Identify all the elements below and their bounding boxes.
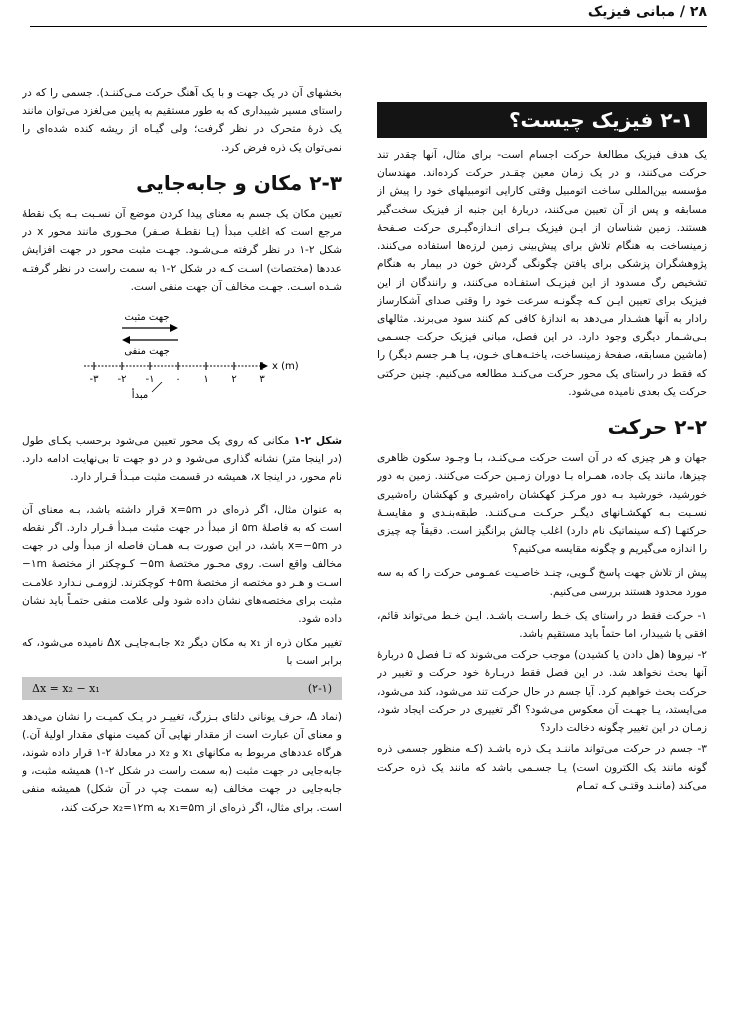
axis-tick-label: -۲ (117, 373, 127, 385)
paragraph-motion-2: پیش از تلاش جهت پاسخ گـویی، چنـد خاصـیت عمـومی حرکت را که به سه مورد محدود هستند بررسی می‌کنیم. (377, 567, 707, 598)
positive-arrow-head (170, 324, 178, 332)
section-title-position-displacement: ۲-۳ مکان و جابه‌جایی (136, 170, 342, 195)
paragraph-position-2: به عنوان مثال، اگر ذره‌ای در x=۵m قرار داشته باشد، بـه معنای آن است که به فاصلهٔ ۵m از مبدأ در جهت مثبت مبـدأ قـرار دارد. اگر نقطه در x=−۵m باشد، در این صورت بـه همـان فاصله از مبدأ ولی در جهت مخالف واقع است. روی محـور مختصهٔ ۵m− کـوچکتر از مختصهٔ ۱m− اسـت و هـر دو مختصه از مختصهٔ ۵m+ کوچکترند. لزومـی نـدارد علامـت مثبت برای مختصه‌های نشان داده شود ولی علامت منفی حتمـاً باید نشان داده شود. (22, 503, 342, 625)
header-separator: / (675, 4, 686, 20)
equation-number: (۲-۱) (307, 681, 332, 695)
list-item-3: ۳- جسم در حرکت می‌تواند ماننـد یـک ذره باشـد (کـه منظور جسمی ذره گونه مانند یک الکترون است) یـا جسـمی باشد که مانند یک ذره حرکت می‌کند (ماننـد وقتـی کـه تمـام (377, 743, 707, 792)
positive-direction-label: جهت مثبت (124, 311, 170, 323)
header-rule (30, 26, 707, 27)
x-axis-arrow-head (260, 362, 268, 370)
axis-tick-label: ۲ (231, 373, 237, 385)
paragraph-intro: بخشهای آن در یک جهت و با یک آهنگ حرکت مـی‌کننـد). جسمی را که در راستای مسیر شیبداری که به طور مستقیم به پایین می‌لغزد می‌توان مانند یک ذرهٔ متحرک در نظر گرفت؛ ولی گیـاه از ریشه کنده شده‌ای را نمی‌توان یک ذره فرض کرد. (22, 87, 342, 154)
page-header (588, 4, 707, 20)
paragraph-displacement: تغییر مکان ذره از x₁ به مکان دیگر x₂ جابـه‌جایـی Δx نامیده می‌شود، که برابر است با (22, 637, 342, 668)
left-column (22, 84, 342, 1026)
section-title-what-is-physics: ۲-۱ فیزیک چیست؟ (377, 102, 707, 138)
book-title: مبانی فیزیک (587, 4, 676, 20)
figure-caption-text: مکانی که روی یک محور تعیین می‌شود برحسب یکـای طول (در اینجا متر) نشانه گذاری می‌شود و در دو جهت تا بی‌نهایت ادامه دارد. نام محور، در اینجا x، همیشه در قسمت مثبت مبـدأ قـرار دارد. (22, 434, 342, 484)
negative-direction-label: جهت منفی (124, 345, 170, 357)
paragraph-position-1: تعیین مکان یک جسم به معنای پیدا کردن موضع آن نسـبت بـه یک نقطهٔ مرجع است که اغلب مبدأ (یـا نقطـهٔ صـفر) محـوری مانند محور x در شکل ۲-۱ در نظر گرفته مـی‌شـود. جهـت مثبت محور در جهت افزایش عددها (مختصات) اسـت کـه در شکل ۲-۱ به سمت راست در نظر گرفتـه شـده اسـت. جهـت مخالف آن جهت منفی است. (22, 207, 342, 293)
list-item-2: ۲- نیروها (هل دادن یا کشیدن) موجب حرکت می‌شوند که تـا فصل ۵ دربارهٔ آنها بحث نخواهد شد. در این فصل فقط دربـارهٔ خود حرکت و تغییر در حرکت بحث خواهیم کرد. آیا جسم در حال حرکت تند می‌شود، کند می‌شود، می‌ایستد، یـا جهـت آن معکوس می‌شود؟ اگر تغییری در حرکت ایجاد شود، زمـان در این تغییر چگونه دخالت دارد؟ (377, 649, 707, 735)
equation-expression: Δx = x₂ − x₁ (32, 681, 100, 695)
paragraph-what-is-physics: یک هدف فیزیک مطالعهٔ حرکت اجسام است- برای مثال، آنها چقدر تند حرکت می‌کنند، و در یک زمان معین چقـدر حرکت کرده‌اند. مهندسان مؤسسه بین‌المللی ساخت اتومبیل وقتی کارایی اتومبیلهای خود را پیش از مسابقه و پس از آن تعیین می‌کنند، دربارهٔ این جنبه از فیزیک سخت‌گیر هستند. زمین شناسان از ایـن فیزیک بـرای انـدازه‌گیـری حرکت صـفحهٔ زمینساخت به هنگام تلاش برای پیش‌بینی زمین لرزه‌ها استفاده می‌کنند. پژوهشگران پزشکی برای یافتن چگونگی گردش خون در بیمار به هنگام تشخیص رگ مسدود از این فیزیـک استفـاده می‌کنند، و رانندگان از این فیزیک برای تعیین ایـن کـه چگونـه سرعت خود را وقتی صدای آشکارساز رادار به آنها هشـدار می‌دهد به اندازهٔ کافی کم کنند سود می‌برند. مثالهای بـی‌شـمار دیگری وجود دارد. در این فصل، مبانی فیزیک حرکت جسـمی (ماشین مسابقه، صفحهٔ زمینساخت، یاختـه‌هـای خـون، یـا هـر جسم دیگر) را که فقط در راستای یک محور حرکت می‌کنـد مطالعه می‌کنیم. چنین حرکتی حرکت یک بعدی نامیده می‌شود. (377, 149, 707, 398)
equation-2-1 (22, 677, 342, 700)
right-column (377, 84, 707, 1026)
figure-2-1 (22, 302, 342, 426)
figure-caption (22, 432, 342, 487)
axis-tick-label: -۱ (145, 373, 155, 385)
axis-tick-label: ۰ (175, 373, 181, 385)
origin-label: مبدأ (131, 389, 149, 401)
axis-tick-label: ۳ (259, 373, 265, 385)
figure-caption-label: شکل ۲-۱ (293, 434, 342, 447)
paragraph-displacement-sign: (نماد Δ، حرف یونانی دلتای بـزرگ، تغییـر در یـک کمیـت را نشان می‌دهد و معنای آن عبارت است از مقدار نهایی آن کمیت منهای مقدار اولیهٔ آن.) هرگاه عددهای مربوط به مکانهای x₁ و x₂ در معادلهٔ ۲-۱ قرار داده شوند، جابه‌جایی در جهت مثبت (به سمت راست در شکل ۲-۱) همیشه مثبت، و جابه‌جایی در جهت مخالف (به سمت چپ در آن شکل) همیشه منفی است. برای مثال، اگر ذره‌ای از x₁=۵m به x₂=۱۲m حرکت کند، (22, 710, 342, 814)
list-item-1: ۱- حرکت فقط در راستای یک خـط راسـت باشـد. ایـن خـط می‌تواند قائم، افقی یا شیبدار، اما حتماً باید مستقیم باشد. (377, 609, 707, 641)
negative-arrow-head (122, 336, 130, 344)
axis-tick-label: ۱ (203, 373, 209, 385)
axis-tick-label: -۳ (89, 373, 99, 385)
axis-diagram (22, 302, 342, 426)
section-title-motion: ۲-۲ حرکت (607, 415, 707, 440)
page-number: ۲۸ (689, 4, 707, 20)
x-axis-label: x (m) (272, 360, 299, 372)
motion-properties-list (377, 607, 707, 795)
paragraph-motion-1: جهان و هر چیزی که در آن است حرکت مـی‌کنـد، بـا وجـود سکون ظاهری چیزها، مانند یک جاده، همـراه بـا دوران زمـین حرکت می‌کنند. زمین به دور خورشید، خورشید بـه دور مرکـز کهکشان راه‌شیری و کهکشان راه‌شیری نسـبت بـه کهکشـانهای دیگـر حرکـت مـی‌کننـد. طبقه‌بنـدی و مقایسـهٔ حرکتهـا (کـه سینماتیک نام دارد) اغلب چالش برانگیز است. دقیقاً چه چیزی را اندازه می‌گیریم و چگونه مقایسه می‌کنیم؟ (377, 452, 707, 556)
